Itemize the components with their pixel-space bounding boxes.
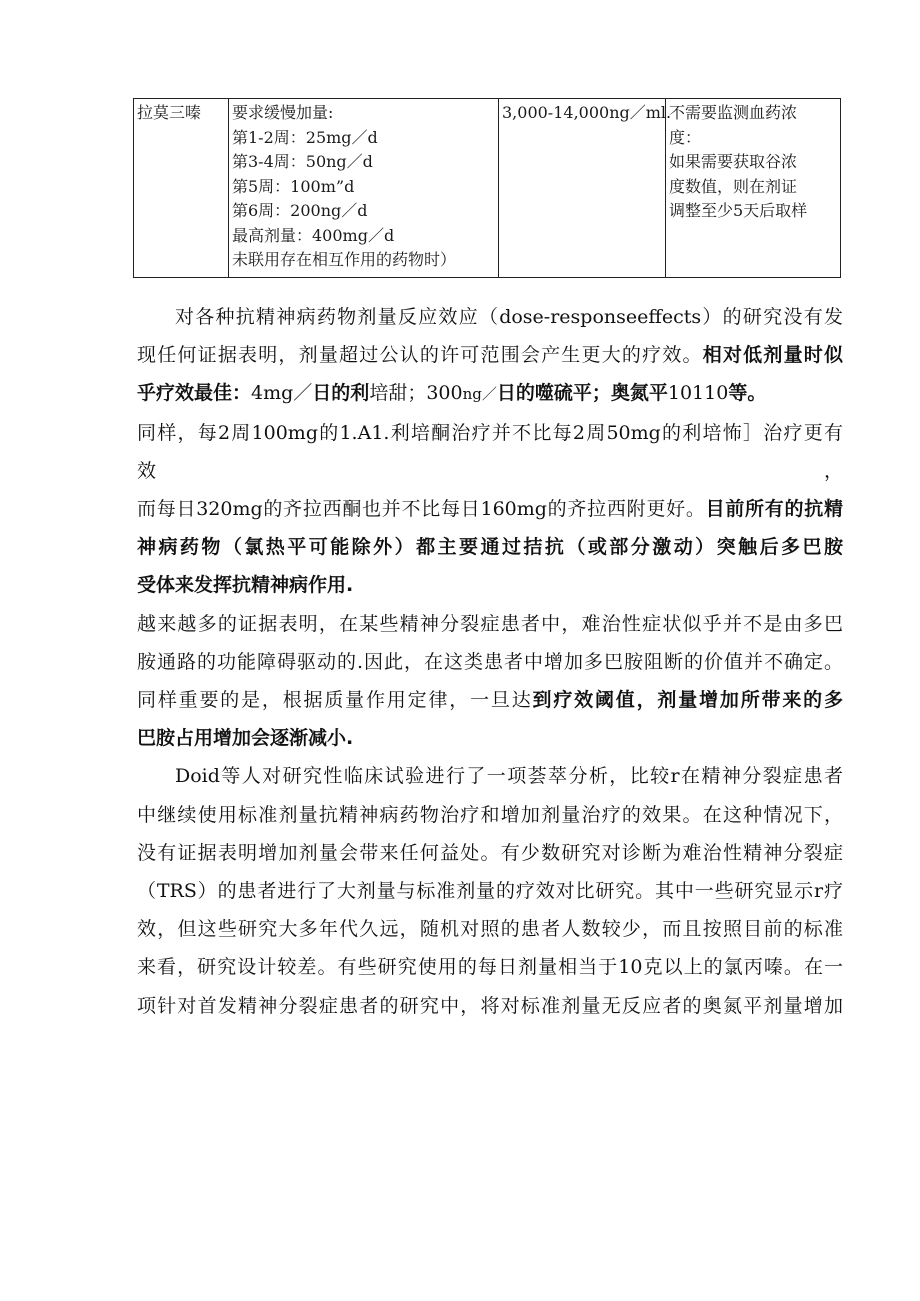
text-span: 对各种抗精神病药物剂量反应效应（dose-responseeffects）的研究没有发 (175, 306, 843, 328)
emphasis-text: 日的利 (312, 382, 370, 405)
text-line (137, 566, 843, 604)
drug-name-cell (134, 99, 229, 278)
drug-name: 拉莫三嗪 (137, 103, 202, 122)
monitoring-cell (666, 99, 841, 278)
dosing-line: 要求缓慢加量: (232, 103, 334, 122)
text-span: 来看，研究设计较差。有些研究使用的每日剂量相当于10克以上的氯丙嗪。在一 (137, 956, 843, 979)
text-line (137, 528, 843, 566)
text-line (137, 757, 843, 795)
dosing-line: 第5周：100m”d (232, 176, 355, 196)
emphasis-text: 相对低剂量时似 (702, 344, 843, 367)
text-span: 同样，每2周100mg的1.A1.利培酮治疗并不比每2周50mg的利培怖］治疗更有效， (137, 421, 843, 482)
emphasis-text: 受体来发挥抗精神病作用. (137, 574, 354, 597)
emphasis-text: 巴胺占用增加会逐渐减小. (137, 727, 354, 750)
dosing-line: 第3-4周：50ng／d (232, 152, 373, 171)
text-span: （TRS）的患者进行了大剂量与标准剂量的疗效对比研究。其中一些研究显示r疗 (137, 880, 843, 903)
drug-dosing-table (133, 98, 841, 278)
monitoring-line: 如果需要获取谷浓 (669, 152, 798, 171)
text-span: 项针对首发精神分裂症患者的研究中，将对标准剂量无反应者的奥氮平剂量增加 (137, 994, 843, 1017)
text-span: 现任何证据表明，剂量超过公认的许可范围会产生更大的疗效。 (137, 344, 703, 367)
monitoring-line: 度数值，则在剂证 (669, 176, 798, 196)
text-line (137, 298, 843, 336)
text-line (137, 719, 843, 757)
paragraph-meta-analysis (137, 757, 843, 1024)
dosing-line: 第1-2周：25mg／d (232, 127, 378, 147)
emphasis-text: 乎疗效最佳： (137, 382, 252, 405)
monitoring-line: 调整至少5天后取样 (669, 201, 808, 220)
text-line (137, 910, 843, 948)
concentration-range-cell (499, 99, 672, 278)
text-span: 同样重要的是，根据质量作用定律，一旦达 (137, 689, 533, 712)
text-line (137, 336, 843, 374)
emphasis-text: 日的噬硫平；奥氮平 (496, 382, 668, 405)
text-span: 而每日320mg的齐拉西酮也并不比每日160mg的齐拉西附更好。 (137, 498, 706, 521)
monitoring-line: 不需要监测血药浓 (669, 103, 798, 122)
text-span: 越来越多的证据表明，在某些精神分裂症患者中，难治性症状似乎并不是由多巴 (137, 612, 843, 635)
emphasis-text: 目前所有的抗精 (705, 498, 843, 521)
text-line (137, 605, 843, 643)
dosing-line: 未联用存在相互作用的药物时） (232, 250, 457, 269)
table-row (134, 99, 841, 278)
text-span: 中继续使用标准剂量抗精神病药物治疗和增加剂量治疗的效果。在这种情况下， (137, 803, 843, 826)
text-span: 没有证据表明增加剂量会带来任何益处。有少数研究对诊断为难治性精神分裂症 (137, 841, 843, 864)
text-line (137, 643, 843, 681)
monitoring-line: 度： (669, 127, 702, 147)
text-span: Doid等人对研究性临床试验进行了一项荟萃分析，比较r在精神分裂症患者 (175, 765, 843, 788)
dosing-line: 第6周：200ng／d (232, 201, 368, 220)
emphasis-text: 等。 (728, 382, 767, 405)
text-line (137, 834, 843, 872)
text-span: ng／ (462, 385, 497, 404)
text-span: 10110 (667, 382, 729, 405)
text-line (137, 948, 843, 986)
dosing-line: 最高剂量：400mg／d (232, 225, 395, 245)
paragraph-dose-response (137, 298, 843, 414)
text-span: 胺通路的功能障碍驱动的.因此，在这类患者中增加多巴胺阻断的价值并不确定。 (137, 650, 843, 673)
text-line (137, 414, 843, 490)
text-line (137, 796, 843, 834)
emphasis-text: 到疗效阈值，剂量增加所带来的多 (532, 689, 843, 712)
dosing-cell (229, 99, 499, 278)
concentration-range: 3,000-14,000ng／ml. (502, 103, 672, 122)
text-line (137, 490, 843, 528)
text-line (137, 681, 843, 719)
paragraph-dopamine-pathway (137, 605, 843, 758)
text-line (137, 987, 843, 1025)
text-span: 效，但这些研究大多年代久远，随机对照的患者人数较少，而且按照目前的标准 (137, 918, 843, 941)
text-line (137, 374, 843, 413)
emphasis-text: 神病药物（氯热平可能除外）都主要通过拮抗（或部分激动）突触后多巴胺 (137, 536, 843, 559)
text-span: 培甜；300 (369, 382, 463, 405)
paragraph-risperidone-comparison (137, 414, 843, 605)
body-text (137, 298, 843, 1025)
text-line (137, 872, 843, 910)
text-span: 4mg／ (251, 382, 313, 405)
